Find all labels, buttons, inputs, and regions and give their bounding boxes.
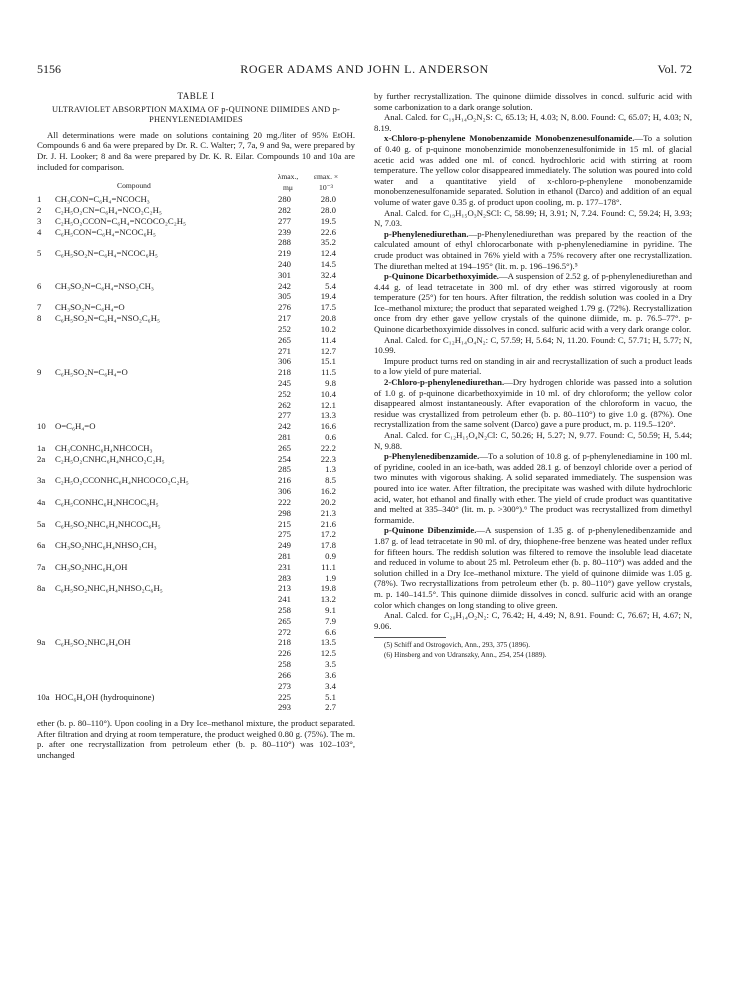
compound-formula: C₆H₅SO₂N=C₆H₄=O [55,367,128,378]
lambda-max-value: 283 [277,572,291,583]
table-row [37,648,355,659]
compound-number: 7a [37,561,46,572]
table-title: ULTRAVIOLET ABSORPTION MAXIMA OF p-QUINONE DIIMIDES AND p-PHENYLENEDIAMIDES [51,104,341,125]
table-row [37,583,355,594]
epsilon-max-value: 15.1 [320,356,336,367]
table-caption: TABLE I [177,91,215,101]
compound-number: 8a [37,583,46,594]
epsilon-max-value: 20.2 [320,496,336,507]
lambda-max-value: 218 [277,637,291,648]
section-heading: p-Phenylenediurethan. [384,228,469,239]
epsilon-max-value: 22.2 [320,442,336,453]
compound-formula: C₂H₅O₂CCON=C₆H₄=NCOCO₂C₂H₅ [55,215,187,226]
epsilon-max-value: 13.3 [320,410,336,421]
epsilon-max-value: 9.8 [325,377,336,388]
footnote-rule [374,637,446,638]
table-row [37,335,355,346]
table-header [37,172,355,194]
compound-formula: C₆H₅SO₂NHC₆H₄NHCOC₆H₅ [55,518,161,529]
compound-number: 6 [37,280,42,291]
page-header [37,62,692,78]
paragraph: by further recrystallization. The quinone diimide dissolves in concd. sulfuric acid with some carbonization to a dark orange solution. [374,91,692,112]
epsilon-max-value: 8.5 [325,475,336,486]
compound-formula: CH₃SO₂NHC₆H₄NHSO₂CH₃ [55,540,157,551]
lambda-max-value: 280 [277,194,291,205]
compound-number: 9 [37,367,42,378]
table-row [37,627,355,638]
epsilon-max-value: 16.2 [320,486,336,497]
table-row [37,702,355,713]
epsilon-max-value: 19.8 [320,583,336,594]
lambda-max-value: 240 [277,259,291,270]
compound-formula: CH₃CON=C₆H₄=NCOCH₃ [55,194,150,205]
table-row [37,324,355,335]
table-row [37,681,355,692]
table-row [37,227,355,238]
table-row [37,659,355,670]
table-note: All determinations were made on solutions containing 20 mg./liter of 95% EtOH. Compounds 6 and 6a were prepared by Dr. R. C. Walter; 7, 7a, 9 and 9a, were prepared by Dr. J. H. Looker; 8 and 8a were prepared by Dr. K. R. Eilar. Compounds 10 and 10a are included for comparison. [37,129,355,172]
epsilon-max-value: 13.5 [320,637,336,648]
paragraph [374,133,692,207]
analysis-line: Anal. Calcd. for C₁₂H₁₄O₄N₂: C, 57.59; H, 5.64; N, 11.20. Found: C, 57.71; H, 5.77; N, 10.99. [374,334,692,356]
table-row [37,281,355,292]
table-row [37,605,355,616]
epsilon-max-value: 17.8 [320,540,336,551]
compound-formula: C₆H₅SO₂NHC₆H₄OH [55,637,131,648]
epsilon-max-value: 17.5 [320,302,336,313]
compound-number: 8 [37,313,42,324]
table-row [37,389,355,400]
lambda-max-value: 252 [277,323,291,334]
lambda-max-value: 265 [277,442,291,453]
compound-formula: C₂H₅O₂CN=C₆H₄=NCO₂C₂H₅ [55,204,162,215]
table-row [37,529,355,540]
table-row [37,551,355,562]
paragraph-text: —Dry hydrogen chloride was passed into a solution of 1.0 g. of p-quinone dicarbethoxyimide in 10 ml. of dry chloroform; the yellow color disappeared almost instantaneously. After evaporation of the chloroform in vacuo, the residue was crystallized from petroleum ether (b. p. 80–110°) to give 1.0 g. (87%). One recrystallization from the same solvent (Darco) gave a pure product, m. p. 119.5–120°. [374,377,692,430]
epsilon-max-value: 20.8 [320,313,336,324]
epsilon-max-value: 13.2 [320,594,336,605]
lambda-max-value: 245 [277,377,291,388]
paragraph [374,451,692,525]
table-row [37,540,355,551]
epsilon-max-value: 12.7 [320,345,336,356]
table-row [37,313,355,324]
epsilon-max-value: 5.4 [325,280,336,291]
compound-number: 9a [37,637,46,648]
table-row [37,410,355,421]
epsilon-max-value: 2.7 [325,702,336,713]
paragraph-text: —p-Phenylenediurethan was prepared by the reaction of the calculated amount of ethyl chlorocarbonate with p-phenylenediamine in pyridine. The crude product was obtained in 76% yield with a 75% recovery after one recrystallization. The diurethan melted at 194–195° (lit. m. p. 196–196.5°).⁵ [374,228,692,271]
volume-label: Vol. 72 [657,62,692,76]
epsilon-max-value: 6.6 [325,626,336,637]
lambda-max-value: 293 [277,702,291,713]
epsilon-max-value: 3.4 [325,680,336,691]
table-row [37,205,355,216]
lambda-max-value: 288 [277,237,291,248]
table-row [37,248,355,259]
table-row [37,508,355,519]
lambda-max-value: 242 [277,421,291,432]
compound-formula: C₆H₅CONHC₆H₄NHCOC₆H₅ [55,496,159,507]
compound-number: 5a [37,518,46,529]
lambda-max-value: 273 [277,680,291,691]
epsilon-max-value: 0.6 [325,432,336,443]
epsilon-max-value: 21.3 [320,507,336,518]
table-row [37,562,355,573]
epsilon-max-value: 12.5 [320,648,336,659]
epsilon-max-value: 28.0 [320,204,336,215]
epsilon-max-value: 9.1 [325,605,336,616]
compound-number: 7 [37,302,42,313]
compound-formula: CH₃SO₂NHC₆H₄OH [55,561,128,572]
compound-formula: C₂H₅O₂CCONHC₆H₄NHCOCO₂C₂H₅ [55,475,189,486]
compound-number: 4a [37,496,46,507]
running-title: ROGER ADAMS AND JOHN L. ANDERSON [240,62,489,76]
analysis-line: Anal. Calcd. for C₂₀H₁₄O₂N₂: C, 76.42; H, 4.49; N, 8.91. Found: C, 76.67; H, 4.67; N, 9.06. [374,610,692,631]
lambda-max-value: 271 [277,345,291,356]
compound-number: 1 [37,194,42,205]
lambda-max-value: 226 [277,648,291,659]
compound-number: 5 [37,248,42,259]
table-row [37,400,355,411]
left-column [37,91,355,761]
epsilon-max-value: 22.3 [320,453,336,464]
page-number: 5156 [37,62,61,76]
lambda-max-value: 252 [277,388,291,399]
epsilon-max-value: 11.4 [321,334,336,345]
epsilon-max-value: 1.3 [325,464,336,475]
compound-formula: C₆H₅SO₂NHC₆H₄NHSO₂C₆H₅ [55,583,163,594]
column-header-compound: Compound [117,181,151,191]
epsilon-max-value: 32.4 [320,269,336,280]
table-row [37,692,355,703]
lambda-max-value: 306 [277,356,291,367]
paragraph [374,229,692,271]
epsilon-max-value: 10.2 [320,323,336,334]
paragraph-text: —To a solution of 10.8 g. of p-phenylenediamine in 100 ml. of pyridine, cooled in an ice-bath, was added 28.1 g. of benzoyl chloride over a period of two minutes with vigorous shaking. A solid separated immediately. The suspension was poured into ice water. After filtration, the precipitate was washed with dilute hydrochloric acid, water, hot ethanol and finally with ether. The yield of crude product was quantitative and melted at 335–340° (lit. m. p. >300°).⁶ The product was recrystallized from dimethyl formamide. [374,451,692,525]
lambda-max-value: 241 [277,594,291,605]
epsilon-max-value: 28.0 [320,194,336,205]
compound-formula: CH₃SO₂N=C₆H₄=O [55,302,125,313]
table-row [37,497,355,508]
lambda-max-value: 239 [277,226,291,237]
lambda-max-value: 249 [277,540,291,551]
lambda-max-value: 306 [277,486,291,497]
epsilon-max-value: 3.6 [325,669,336,680]
epsilon-max-value: 0.9 [325,550,336,561]
lambda-max-value: 265 [277,334,291,345]
column-header-lambda: λmax., mμ [277,172,299,192]
epsilon-max-value: 11.5 [321,367,336,378]
epsilon-max-value: 10.4 [320,388,336,399]
analysis-line: Anal. Calcd. for C₁₉H₁₄O₂N₂S: C, 65.13; H, 4.03; N, 8.00. Found: C, 65.07; H, 4.03; N, 8.19. [374,112,692,133]
table-row [37,637,355,648]
table-row [37,346,355,357]
table-row [37,519,355,530]
lambda-max-value: 265 [277,615,291,626]
epsilon-max-value: 5.1 [325,691,336,702]
paragraph-text: —To a solution of 0.40 g. of p-quinone monobenzimide monobenzenesulfonimide in 15 ml. of glacial acetic acid was added one ml. of concd. hydrochloric acid with stirring at room temperature. The yellow color disappeared immediately. The solution was poured into cold water and a quantitative yield of x-chloro-p-phenylene monobenzamide monobenzenesulfonamide separated. Solution in ethanol (Darco) and addition of an equal volume of water gave 0.35 g. of product upon cooling, m. p. 177–178°. [374,133,692,207]
compound-number: 10 [37,421,46,432]
lambda-max-value: 275 [277,529,291,540]
table-row [37,475,355,486]
compound-formula: CH₃SO₂N=C₆H₄=NSO₂CH₃ [55,280,154,291]
lambda-max-value: 225 [277,691,291,702]
table-row [37,237,355,248]
section-heading: p-Quinone Dibenzimide. [384,525,477,536]
epsilon-max-value: 12.4 [320,248,336,259]
table-row [37,432,355,443]
lambda-max-value: 217 [277,313,291,324]
compound-number: 3 [37,215,42,226]
paragraph [374,377,692,430]
epsilon-max-value: 35.2 [320,237,336,248]
lambda-max-value: 216 [277,475,291,486]
table-row [37,421,355,432]
lambda-max-value: 277 [277,215,291,226]
table-row [37,670,355,681]
lambda-max-value: 242 [277,280,291,291]
lambda-max-value: 277 [277,410,291,421]
paragraph [374,525,692,610]
compound-number: 1a [37,442,46,453]
section-heading: x-Chloro-p-phenylene Monobenzamide Monobenzenesulfonamide. [384,133,635,144]
column-header-epsilon: εmax. × 10⁻³ [313,172,339,192]
table-row [37,443,355,454]
table-row [37,194,355,205]
lambda-max-value: 282 [277,204,291,215]
lambda-max-value: 213 [277,583,291,594]
epsilon-max-value: 19.4 [320,291,336,302]
lambda-max-value: 231 [277,561,291,572]
lambda-max-value: 298 [277,507,291,518]
lambda-max-value: 285 [277,464,291,475]
compound-formula: O=C₆H₄=O [55,421,96,432]
footnote: (6) Hinsberg and von Udranszky, Ann., 254, 254 (1889). [384,650,547,659]
compound-formula: C₆H₅SO₂N=C₆H₄=NSO₂C₆H₅ [55,313,160,324]
lambda-max-value: 281 [277,432,291,443]
compound-number: 6a [37,540,46,551]
compound-number: 2 [37,204,42,215]
lambda-max-value: 218 [277,367,291,378]
epsilon-max-value: 14.5 [320,259,336,270]
lambda-max-value: 281 [277,550,291,561]
compound-formula: CH₃CONHC₆H₄NHCOCH₃ [55,442,153,453]
compound-formula: HOC₆H₄OH (hydroquinone) [55,691,155,702]
paragraph: Impure product turns red on standing in air and recrystallization of such a product leads to a low yield of pure material. [374,355,692,377]
compound-number: 10a [37,691,50,702]
epsilon-max-value: 21.6 [320,518,336,529]
paragraph [374,271,692,335]
epsilon-max-value: 12.1 [320,399,336,410]
paragraph-text: —A suspension of 2.52 g. of p-phenylenediurethan and 4.44 g. of lead tetracetate in 300 ml. of dry ether was stirred vigorously at room temperature (25°) for ten hours. After filtration, the reddish solution was cooled in a Dry Ice–methanol mixture; the product that separated weighed 1.79 g. (72%). Recrystallization once from dry ether gave yellow crystals of the quinone diimide, m. p. 76.5–77°. p-Quinone dicarbethoxyimide dissolves in concd. sulfuric acid with a very dark orange color. [374,271,693,335]
lambda-max-value: 254 [277,453,291,464]
table-row [37,616,355,627]
compound-formula: C₆H₅SO₂N=C₆H₄=NCOC₆H₅ [55,248,158,259]
lambda-max-value: 219 [277,248,291,259]
analysis-line: Anal. Calcd. for C₁₂H₁₅O₄N₂Cl: C, 50.26; H, 5.27; N, 9.77. Found: C, 50.59; H, 5.44; N, 9.88. [374,430,692,451]
table-row [37,464,355,475]
section-heading: p-Quinone Dicarbethoxyimide. [384,271,499,282]
epsilon-max-value: 7.9 [325,615,336,626]
compound-number: 4 [37,226,42,237]
lambda-max-value: 222 [277,496,291,507]
epsilon-max-value: 22.6 [320,226,336,237]
table-row [37,573,355,584]
compound-formula: C₆H₅CON=C₆H₄=NCOC₆H₅ [55,226,156,237]
epsilon-max-value: 1.9 [325,572,336,583]
epsilon-max-value: 3.5 [325,659,336,670]
table-row [37,291,355,302]
table-row [37,367,355,378]
epsilon-max-value: 11.1 [321,561,336,572]
epsilon-max-value: 19.5 [320,215,336,226]
table-row [37,454,355,465]
lambda-max-value: 305 [277,291,291,302]
lambda-max-value: 215 [277,518,291,529]
lambda-max-value: 258 [277,605,291,616]
table-row [37,259,355,270]
lambda-max-value: 272 [277,626,291,637]
table-row [37,216,355,227]
compound-number: 3a [37,475,46,486]
compound-formula: C₂H₅O₂CNHC₆H₄NHCO₂C₂H₅ [55,453,165,464]
paragraph-text: —A suspension of 1.35 g. of p-phenylenedibenzamide and 1.87 g. of lead tetracetate in 90 ml. of dry, thiophene-free benzene was heated under reflux for fifteen hours. The reddish solution was filtered to remove the insoluble lead diacetate and reduced in volume to about 25 ml. Petroleum ether (b. p. 80–110°) was added and the solution chilled in a Dry Ice–methanol mixture. The yield of quinone diimide was 1.05 g. (78%). Two recrystallizations from petroleum ether (b. p. 80–110°) gave yellow crystals, m. p. 140–141.5°. This quinone diimide dissolves in concd. sulfuric acid with an orange color which changes on long standing to olive green. [374,525,692,610]
lambda-max-value: 262 [277,399,291,410]
table-row [37,270,355,281]
epsilon-max-value: 16.6 [320,421,336,432]
table-row [37,302,355,313]
section-heading: p-Phenylenedibenzamide. [384,451,480,462]
lambda-max-value: 301 [277,269,291,280]
epsilon-max-value: 17.2 [320,529,336,540]
section-heading: 2-Chloro-p-phenylenediurethan. [384,377,505,388]
compound-number: 2a [37,453,46,464]
table-row [37,594,355,605]
footnote: (5) Schiff and Ostrogovich, Ann., 293, 375 (1896). [384,641,530,650]
lambda-max-value: 266 [277,669,291,680]
table-row [37,486,355,497]
lambda-max-value: 276 [277,302,291,313]
left-tail-paragraph: ether (b. p. 80–110°). Upon cooling in a Dry Ice–methanol mixture, the product separated. After filtration and drying at room temperature, the product weighed 0.80 g. (75%). The m. p. after one recrystallization from petroleum ether (b. p. 80–110°) was 102–103°, unchanged [37,718,355,760]
analysis-line: Anal. Calcd. for C₁₉H₁₅O₃N₂SCl: C, 58.99; H, 3.91; N, 7.24. Found: C, 59.24; H, 3.93; N, 7.03. [374,207,692,229]
table-body [37,194,355,713]
table-row [37,378,355,389]
table-row [37,356,355,367]
right-column [374,91,692,660]
lambda-max-value: 258 [277,659,291,670]
